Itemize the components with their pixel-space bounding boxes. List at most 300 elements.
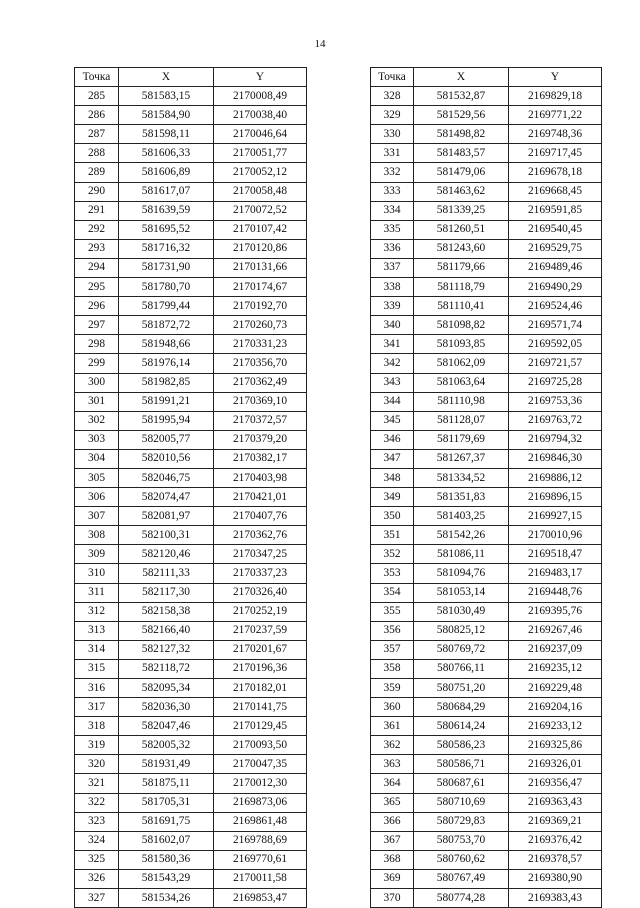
- point-number-cell: 332: [371, 163, 414, 182]
- y-coordinate-cell: 2169721,57: [509, 354, 602, 373]
- x-coordinate-cell: 581339,25: [414, 201, 509, 220]
- y-coordinate-cell: 2170201,67: [214, 640, 307, 659]
- table-row: [75, 354, 307, 373]
- table-row: [371, 698, 602, 717]
- point-number-cell: 336: [371, 239, 414, 258]
- y-coordinate-cell: 2169233,12: [509, 717, 602, 736]
- point-number-cell: 333: [371, 182, 414, 201]
- y-coordinate-cell: 2170369,10: [214, 392, 307, 411]
- x-coordinate-cell: 581110,41: [414, 297, 509, 316]
- y-coordinate-cell: 2170326,40: [214, 583, 307, 602]
- x-coordinate-cell: 581606,33: [119, 144, 214, 163]
- table-row: [75, 373, 307, 392]
- table-row: [371, 411, 602, 430]
- y-coordinate-cell: 2169383,43: [509, 889, 602, 908]
- point-number-cell: 304: [75, 449, 119, 468]
- point-number-cell: 368: [371, 850, 414, 869]
- point-number-cell: 316: [75, 679, 119, 698]
- x-coordinate-cell: 581053,14: [414, 583, 509, 602]
- x-coordinate-cell: 581110,98: [414, 392, 509, 411]
- table-row: [75, 239, 307, 258]
- point-number-cell: 350: [371, 507, 414, 526]
- table-row: [75, 163, 307, 182]
- y-coordinate-cell: 2169794,32: [509, 430, 602, 449]
- point-number-cell: 329: [371, 106, 414, 125]
- x-coordinate-cell: 580774,28: [414, 889, 509, 908]
- point-number-cell: 320: [75, 755, 119, 774]
- table-row: [75, 564, 307, 583]
- y-coordinate-cell: 2170356,70: [214, 354, 307, 373]
- point-number-cell: 299: [75, 354, 119, 373]
- point-number-cell: 342: [371, 354, 414, 373]
- coordinates-table-left: [74, 67, 307, 908]
- y-coordinate-cell: 2169770,61: [214, 850, 307, 869]
- point-number-cell: 308: [75, 526, 119, 545]
- y-coordinate-cell: 2169886,12: [509, 468, 602, 487]
- x-coordinate-cell: 582117,30: [119, 583, 214, 602]
- y-coordinate-cell: 2169325,86: [509, 736, 602, 755]
- x-coordinate-cell: 581118,79: [414, 278, 509, 297]
- x-coordinate-cell: 581062,09: [414, 354, 509, 373]
- point-number-cell: 358: [371, 659, 414, 678]
- table-row: [371, 564, 602, 583]
- point-number-cell: 369: [371, 869, 414, 888]
- x-coordinate-cell: 581583,15: [119, 87, 214, 106]
- point-number-cell: 356: [371, 621, 414, 640]
- y-coordinate-cell: 2170107,42: [214, 220, 307, 239]
- point-number-cell: 364: [371, 774, 414, 793]
- y-coordinate-cell: 2170407,76: [214, 507, 307, 526]
- table-row: [75, 488, 307, 507]
- point-number-cell: 370: [371, 889, 414, 908]
- point-number-cell: 294: [75, 258, 119, 277]
- point-number-cell: 326: [75, 869, 119, 888]
- y-coordinate-cell: 2170038,40: [214, 106, 307, 125]
- table-row: [75, 717, 307, 736]
- x-coordinate-cell: 580687,61: [414, 774, 509, 793]
- header-x: X: [414, 68, 509, 87]
- y-coordinate-cell: 2170331,23: [214, 335, 307, 354]
- x-coordinate-cell: 581334,52: [414, 468, 509, 487]
- x-coordinate-cell: 582095,34: [119, 679, 214, 698]
- table-row: [371, 736, 602, 755]
- point-number-cell: 357: [371, 640, 414, 659]
- table-row: [371, 335, 602, 354]
- y-coordinate-cell: 2169873,06: [214, 793, 307, 812]
- y-coordinate-cell: 2170382,17: [214, 449, 307, 468]
- table-row: [75, 258, 307, 277]
- x-coordinate-cell: 580586,23: [414, 736, 509, 755]
- x-coordinate-cell: 582005,32: [119, 736, 214, 755]
- table-row: [371, 125, 602, 144]
- y-coordinate-cell: 2170058,48: [214, 182, 307, 201]
- table-row: [371, 106, 602, 125]
- table-row: [75, 87, 307, 106]
- y-coordinate-cell: 2170252,19: [214, 602, 307, 621]
- y-coordinate-cell: 2169235,12: [509, 659, 602, 678]
- table-row: [75, 507, 307, 526]
- point-number-cell: 327: [75, 889, 119, 908]
- point-number-cell: 313: [75, 621, 119, 640]
- x-coordinate-cell: 582120,46: [119, 545, 214, 564]
- table-row: [75, 297, 307, 316]
- table-header-row: [371, 68, 602, 87]
- x-coordinate-cell: 581580,36: [119, 850, 214, 869]
- point-number-cell: 317: [75, 698, 119, 717]
- point-number-cell: 344: [371, 392, 414, 411]
- y-coordinate-cell: 2169896,15: [509, 488, 602, 507]
- table-row: [371, 621, 602, 640]
- x-coordinate-cell: 581780,70: [119, 278, 214, 297]
- point-number-cell: 318: [75, 717, 119, 736]
- point-number-cell: 338: [371, 278, 414, 297]
- x-coordinate-cell: 581598,11: [119, 125, 214, 144]
- page-number: 14: [314, 38, 326, 50]
- x-coordinate-cell: 580586,71: [414, 755, 509, 774]
- header-point: Точка: [75, 68, 119, 87]
- x-coordinate-cell: 581991,21: [119, 392, 214, 411]
- x-coordinate-cell: 582118,72: [119, 659, 214, 678]
- y-coordinate-cell: 2169829,18: [509, 87, 602, 106]
- table-header-row: [75, 68, 307, 87]
- point-number-cell: 290: [75, 182, 119, 201]
- header-y: Y: [214, 68, 307, 87]
- table-row: [75, 869, 307, 888]
- x-coordinate-cell: 581617,07: [119, 182, 214, 201]
- point-number-cell: 349: [371, 488, 414, 507]
- x-coordinate-cell: 581498,82: [414, 125, 509, 144]
- point-number-cell: 367: [371, 831, 414, 850]
- x-coordinate-cell: 582111,33: [119, 564, 214, 583]
- x-coordinate-cell: 581403,25: [414, 507, 509, 526]
- x-coordinate-cell: 581799,44: [119, 297, 214, 316]
- y-coordinate-cell: 2169529,75: [509, 239, 602, 258]
- table-row: [75, 468, 307, 487]
- y-coordinate-cell: 2170052,12: [214, 163, 307, 182]
- x-coordinate-cell: 581030,49: [414, 602, 509, 621]
- y-coordinate-cell: 2170008,49: [214, 87, 307, 106]
- y-coordinate-cell: 2169853,47: [214, 889, 307, 908]
- point-number-cell: 319: [75, 736, 119, 755]
- table-row: [371, 468, 602, 487]
- y-coordinate-cell: 2170362,76: [214, 526, 307, 545]
- y-coordinate-cell: 2169376,42: [509, 831, 602, 850]
- table-row: [75, 106, 307, 125]
- x-coordinate-cell: 582158,38: [119, 602, 214, 621]
- point-number-cell: 355: [371, 602, 414, 621]
- y-coordinate-cell: 2169717,45: [509, 144, 602, 163]
- x-coordinate-cell: 581705,31: [119, 793, 214, 812]
- x-coordinate-cell: 580753,70: [414, 831, 509, 850]
- point-number-cell: 300: [75, 373, 119, 392]
- table-row: [371, 163, 602, 182]
- table-row: [371, 545, 602, 564]
- y-coordinate-cell: 2169490,29: [509, 278, 602, 297]
- y-coordinate-cell: 2169861,48: [214, 812, 307, 831]
- x-coordinate-cell: 580710,69: [414, 793, 509, 812]
- point-number-cell: 337: [371, 258, 414, 277]
- x-coordinate-cell: 582081,97: [119, 507, 214, 526]
- point-number-cell: 347: [371, 449, 414, 468]
- y-coordinate-cell: 2169448,76: [509, 583, 602, 602]
- table-row: [371, 449, 602, 468]
- y-coordinate-cell: 2169518,47: [509, 545, 602, 564]
- x-coordinate-cell: 580760,62: [414, 850, 509, 869]
- point-number-cell: 312: [75, 602, 119, 621]
- x-coordinate-cell: 582046,75: [119, 468, 214, 487]
- table-row: [371, 316, 602, 335]
- point-number-cell: 363: [371, 755, 414, 774]
- table-row: [371, 507, 602, 526]
- y-coordinate-cell: 2170182,01: [214, 679, 307, 698]
- point-number-cell: 366: [371, 812, 414, 831]
- point-number-cell: 285: [75, 87, 119, 106]
- point-number-cell: 341: [371, 335, 414, 354]
- point-number-cell: 362: [371, 736, 414, 755]
- table-row: [75, 602, 307, 621]
- table-row: [75, 850, 307, 869]
- x-coordinate-cell: 580825,12: [414, 621, 509, 640]
- point-number-cell: 323: [75, 812, 119, 831]
- x-coordinate-cell: 582074,47: [119, 488, 214, 507]
- table-row: [75, 411, 307, 430]
- point-number-cell: 306: [75, 488, 119, 507]
- point-number-cell: 331: [371, 144, 414, 163]
- table-row: [75, 201, 307, 220]
- table-row: [75, 679, 307, 698]
- x-coordinate-cell: 581179,69: [414, 430, 509, 449]
- x-coordinate-cell: 581267,37: [414, 449, 509, 468]
- table-row: [371, 717, 602, 736]
- y-coordinate-cell: 2169668,45: [509, 182, 602, 201]
- x-coordinate-cell: 581094,76: [414, 564, 509, 583]
- table-row: [75, 621, 307, 640]
- x-coordinate-cell: 580729,83: [414, 812, 509, 831]
- x-coordinate-cell: 581931,49: [119, 755, 214, 774]
- point-number-cell: 310: [75, 564, 119, 583]
- y-coordinate-cell: 2169363,43: [509, 793, 602, 812]
- x-coordinate-cell: 581063,64: [414, 373, 509, 392]
- table-row: [75, 392, 307, 411]
- y-coordinate-cell: 2169483,17: [509, 564, 602, 583]
- table-row: [75, 812, 307, 831]
- table-row: [371, 831, 602, 850]
- x-coordinate-cell: 581976,14: [119, 354, 214, 373]
- table-row: [75, 335, 307, 354]
- x-coordinate-cell: 581995,94: [119, 411, 214, 430]
- point-number-cell: 345: [371, 411, 414, 430]
- x-coordinate-cell: 581093,85: [414, 335, 509, 354]
- point-number-cell: 303: [75, 430, 119, 449]
- x-coordinate-cell: 581260,51: [414, 220, 509, 239]
- y-coordinate-cell: 2169540,45: [509, 220, 602, 239]
- table-row: [75, 774, 307, 793]
- y-coordinate-cell: 2170337,23: [214, 564, 307, 583]
- y-coordinate-cell: 2170379,20: [214, 430, 307, 449]
- y-coordinate-cell: 2169380,90: [509, 869, 602, 888]
- table-body-left: [75, 87, 307, 908]
- x-coordinate-cell: 581463,62: [414, 182, 509, 201]
- y-coordinate-cell: 2169489,46: [509, 258, 602, 277]
- table-row: [75, 449, 307, 468]
- x-coordinate-cell: 580684,29: [414, 698, 509, 717]
- point-number-cell: 291: [75, 201, 119, 220]
- x-coordinate-cell: 581584,90: [119, 106, 214, 125]
- table-row: [75, 793, 307, 812]
- point-number-cell: 346: [371, 430, 414, 449]
- table-row: [371, 297, 602, 316]
- table-row: [371, 392, 602, 411]
- x-coordinate-cell: 582100,31: [119, 526, 214, 545]
- point-number-cell: 289: [75, 163, 119, 182]
- y-coordinate-cell: 2169229,48: [509, 679, 602, 698]
- x-coordinate-cell: 581532,87: [414, 87, 509, 106]
- point-number-cell: 314: [75, 640, 119, 659]
- point-number-cell: 352: [371, 545, 414, 564]
- point-number-cell: 334: [371, 201, 414, 220]
- y-coordinate-cell: 2170141,75: [214, 698, 307, 717]
- x-coordinate-cell: 581982,85: [119, 373, 214, 392]
- x-coordinate-cell: 582047,46: [119, 717, 214, 736]
- table-row: [75, 545, 307, 564]
- point-number-cell: 311: [75, 583, 119, 602]
- y-coordinate-cell: 2169763,72: [509, 411, 602, 430]
- table-row: [371, 602, 602, 621]
- x-coordinate-cell: 581128,07: [414, 411, 509, 430]
- point-number-cell: 360: [371, 698, 414, 717]
- point-number-cell: 354: [371, 583, 414, 602]
- y-coordinate-cell: 2170260,73: [214, 316, 307, 335]
- x-coordinate-cell: 581086,11: [414, 545, 509, 564]
- y-coordinate-cell: 2169356,47: [509, 774, 602, 793]
- table-row: [75, 278, 307, 297]
- point-number-cell: 353: [371, 564, 414, 583]
- table-row: [75, 831, 307, 850]
- y-coordinate-cell: 2170196,36: [214, 659, 307, 678]
- point-number-cell: 359: [371, 679, 414, 698]
- y-coordinate-cell: 2169571,74: [509, 316, 602, 335]
- point-number-cell: 292: [75, 220, 119, 239]
- y-coordinate-cell: 2169678,18: [509, 163, 602, 182]
- table-row: [75, 220, 307, 239]
- point-number-cell: 288: [75, 144, 119, 163]
- x-coordinate-cell: 581098,82: [414, 316, 509, 335]
- x-coordinate-cell: 581543,29: [119, 869, 214, 888]
- point-number-cell: 315: [75, 659, 119, 678]
- y-coordinate-cell: 2169592,05: [509, 335, 602, 354]
- x-coordinate-cell: 582005,77: [119, 430, 214, 449]
- x-coordinate-cell: 581534,26: [119, 889, 214, 908]
- table-row: [75, 755, 307, 774]
- table-row: [371, 812, 602, 831]
- y-coordinate-cell: 2169524,46: [509, 297, 602, 316]
- y-coordinate-cell: 2170192,70: [214, 297, 307, 316]
- point-number-cell: 343: [371, 373, 414, 392]
- y-coordinate-cell: 2170372,57: [214, 411, 307, 430]
- x-coordinate-cell: 581691,75: [119, 812, 214, 831]
- y-coordinate-cell: 2170129,45: [214, 717, 307, 736]
- x-coordinate-cell: 581875,11: [119, 774, 214, 793]
- x-coordinate-cell: 581639,59: [119, 201, 214, 220]
- x-coordinate-cell: 581243,60: [414, 239, 509, 258]
- x-coordinate-cell: 581695,52: [119, 220, 214, 239]
- x-coordinate-cell: 581602,07: [119, 831, 214, 850]
- x-coordinate-cell: 581948,66: [119, 335, 214, 354]
- x-coordinate-cell: 582010,56: [119, 449, 214, 468]
- table-row: [371, 144, 602, 163]
- y-coordinate-cell: 2169267,46: [509, 621, 602, 640]
- point-number-cell: 287: [75, 125, 119, 144]
- y-coordinate-cell: 2170047,35: [214, 755, 307, 774]
- table-row: [371, 239, 602, 258]
- x-coordinate-cell: 581872,72: [119, 316, 214, 335]
- y-coordinate-cell: 2170174,67: [214, 278, 307, 297]
- point-number-cell: 330: [371, 125, 414, 144]
- y-coordinate-cell: 2169378,57: [509, 850, 602, 869]
- x-coordinate-cell: 582036,30: [119, 698, 214, 717]
- table-row: [75, 736, 307, 755]
- table-row: [75, 430, 307, 449]
- point-number-cell: 305: [75, 468, 119, 487]
- y-coordinate-cell: 2170046,64: [214, 125, 307, 144]
- y-coordinate-cell: 2169927,15: [509, 507, 602, 526]
- x-coordinate-cell: 580766,11: [414, 659, 509, 678]
- x-coordinate-cell: 581483,57: [414, 144, 509, 163]
- y-coordinate-cell: 2169748,36: [509, 125, 602, 144]
- y-coordinate-cell: 2169204,16: [509, 698, 602, 717]
- table-row: [371, 869, 602, 888]
- x-coordinate-cell: 581606,89: [119, 163, 214, 182]
- x-coordinate-cell: 581731,90: [119, 258, 214, 277]
- x-coordinate-cell: 580751,20: [414, 679, 509, 698]
- table-row: [371, 430, 602, 449]
- table-row: [75, 144, 307, 163]
- table-row: [371, 354, 602, 373]
- table-row: [371, 583, 602, 602]
- y-coordinate-cell: 2170093,50: [214, 736, 307, 755]
- x-coordinate-cell: 581479,06: [414, 163, 509, 182]
- table-row: [75, 583, 307, 602]
- table-row: [75, 182, 307, 201]
- point-number-cell: 340: [371, 316, 414, 335]
- table-row: [371, 258, 602, 277]
- table-row: [371, 373, 602, 392]
- table-row: [75, 526, 307, 545]
- x-coordinate-cell: 581542,26: [414, 526, 509, 545]
- x-coordinate-cell: 581351,83: [414, 488, 509, 507]
- point-number-cell: 328: [371, 87, 414, 106]
- header-x: X: [119, 68, 214, 87]
- y-coordinate-cell: 2170347,25: [214, 545, 307, 564]
- y-coordinate-cell: 2170421,01: [214, 488, 307, 507]
- point-number-cell: 301: [75, 392, 119, 411]
- table-row: [371, 659, 602, 678]
- table-row: [371, 488, 602, 507]
- point-number-cell: 297: [75, 316, 119, 335]
- y-coordinate-cell: 2170237,59: [214, 621, 307, 640]
- y-coordinate-cell: 2170131,66: [214, 258, 307, 277]
- table-row: [75, 316, 307, 335]
- y-coordinate-cell: 2169846,30: [509, 449, 602, 468]
- y-coordinate-cell: 2169369,21: [509, 812, 602, 831]
- x-coordinate-cell: 581529,56: [414, 106, 509, 125]
- point-number-cell: 365: [371, 793, 414, 812]
- table-row: [75, 640, 307, 659]
- point-number-cell: 351: [371, 526, 414, 545]
- point-number-cell: 325: [75, 850, 119, 869]
- table-row: [75, 125, 307, 144]
- point-number-cell: 335: [371, 220, 414, 239]
